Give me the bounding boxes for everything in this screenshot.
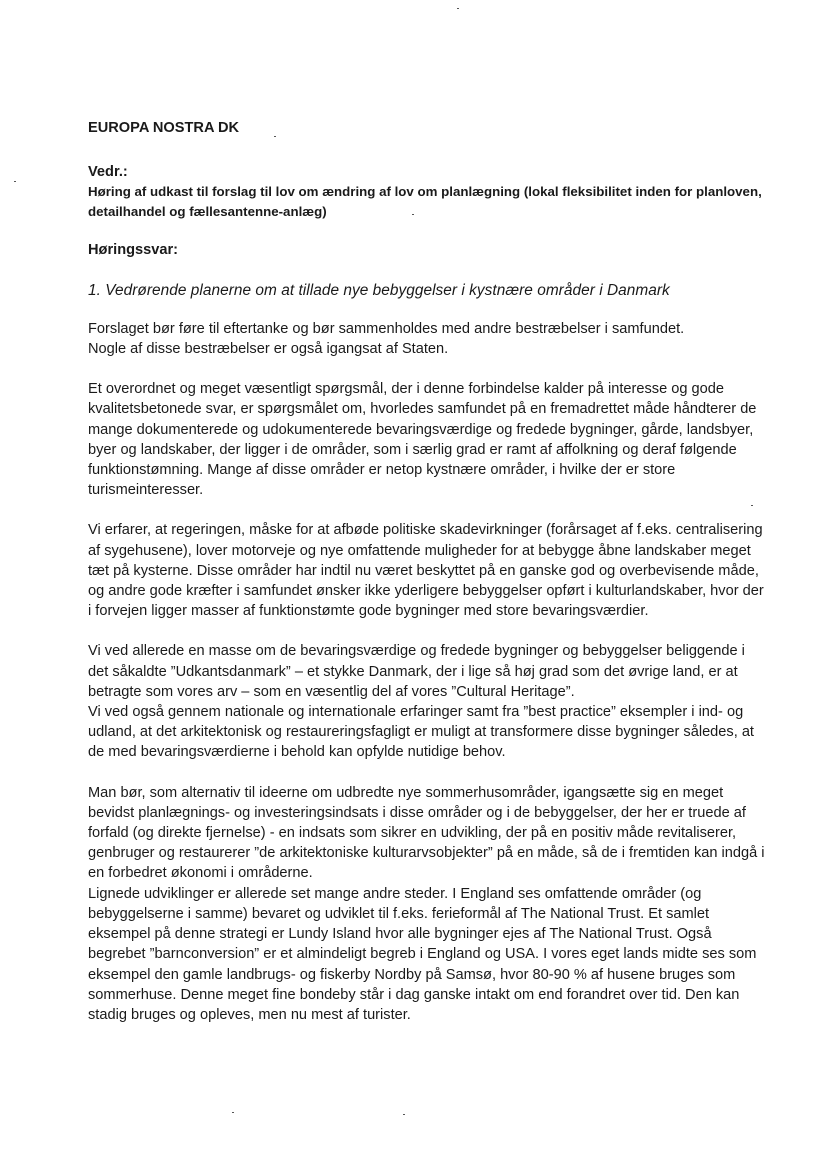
- section-title: 1. Vedrørende planerne om at tillade nye bebyggelser i kystnære områder i Danmark: [88, 281, 670, 299]
- paragraph-line: Forslaget bør føre til eftertanke og bør sammenholdes med andre bestræbelser i samfundet.: [88, 320, 685, 337]
- letter-page: [88, 118, 768, 1045]
- vedr-label: Vedr.:: [88, 164, 128, 181]
- paragraph-line: Vi ved allerede en masse om de bevaringsværdige og fredede bygninger og bebyggelser beliggende i det såkaldte ”Udkantsdanmark” – et stykke Danmark, der i lige så høj grad som det øvrige land, er at betragte som vores arv – som en væsentlig del af vores ”Cultural Heritage”.: [88, 643, 745, 700]
- hoeringssvar-label: Høringssvar:: [88, 242, 179, 259]
- paragraph-2: [88, 379, 768, 500]
- paragraph-line: Man bør, som alternativ til ideerne om udbredte nye sommerhusområder, igangsætte sig en meget bevidst planlægnings- og investeringsindsats i disse områder og i de bebyggelser, der her er truede af forfald (og direkte fjernelse) - en indsats som sikrer en udvikling, der på en positiv måde revitaliserer, genbruger og restaurerer ”de arkitektoniske kulturarvsobjekter” på en måde, så de i fremtiden kan indgå i en forbedret økonomi i områderne.: [88, 784, 765, 882]
- paragraph-line: Et overordnet og meget væsentligt spørgsmål, der i denne forbindelse kalder på interesse og gode kvalitetsbetonede svar, er spørgsmålet om, hvorledes samfundet på en fremadrettet måde håndterer de mange dokumenterede og udokumenterede bevaringsværdige og fredede bygninger, gårde, landsbyer, byer og landskaber, der ligger i de områder, som i særlig grad er ramt af affolkning og deraf følgende funktionstømning. Mange af disse områder er netop kystnære områder, i hvilke der er store turismeinteresser.: [88, 381, 757, 499]
- paragraph-line: Lignede udviklinger er allerede set mange andre steder. I England ses omfattende områder (og bebyggelserne i samme) bevaret og udviklet til f.eks. ferieformål af The National Trust. Et samlet eksempel på denne strategi er Lundy Island hvor alle bygninger ejes af The National Trust. Også begrebet ”barnconversion” er et almindeligt begreb i England og USA. I vores eget lands midte ses som eksempel den gamle landbrugs- og fiskerby Nordby på Samsø, hvor 80-90 % af husene bruges som sommerhuse. Denne meget fine bondeby står i dag ganske intakt om end forandret over tid. Den kan stadig bruges og opleves, men nu mest af turister.: [88, 885, 757, 1023]
- scan-speck: [232, 1112, 234, 1113]
- organization-name: EUROPA NOSTRA DK: [88, 120, 240, 136]
- paragraph-4: [88, 641, 768, 762]
- paragraph-line: Vi erfarer, at regeringen, måske for at afbøde politiske skadevirkninger (forårsaget af f.eks. centralisering af sygehusene), lover motorveje og nye omfattende muligheder for at bebygge åbne landskaber meget tæt på kysterne. Disse områder har indtil nu været beskyttet på en ganske god og overbevisende måde, og andre gode kræfter i samfundet ønsker ikke yderligere bebyggelser opført i kulturlandskaber, hvor der i forvejen ligger masser af funktionstømte gode bygninger med store bevaringsværdier.: [88, 522, 764, 620]
- paragraph-1: [88, 319, 768, 359]
- paragraph-3: [88, 520, 768, 621]
- scan-speck: [403, 1114, 405, 1115]
- paragraph-line: Vi ved også gennem nationale og internationale erfaringer samt fra ”best practice” eksempler i ind- og udland, at det arkitektonisk og restaureringsfagligt er muligt at transformere disse bygninger således, at de med bevaringsværdierne i behold kan opfylde nutidige behov.: [88, 704, 754, 761]
- scan-speck: [457, 8, 459, 9]
- paragraph-line: Nogle af disse bestræbelser er også igangsat af Staten.: [88, 341, 449, 358]
- scan-speck: [14, 181, 16, 182]
- paragraph-5: [88, 783, 768, 1025]
- subject-line: Høring af udkast til forslag til lov om ændring af lov om planlægning (lokal fleksibilitet inden for planloven, detailhandel og fællesantenne-anlæg): [88, 184, 762, 220]
